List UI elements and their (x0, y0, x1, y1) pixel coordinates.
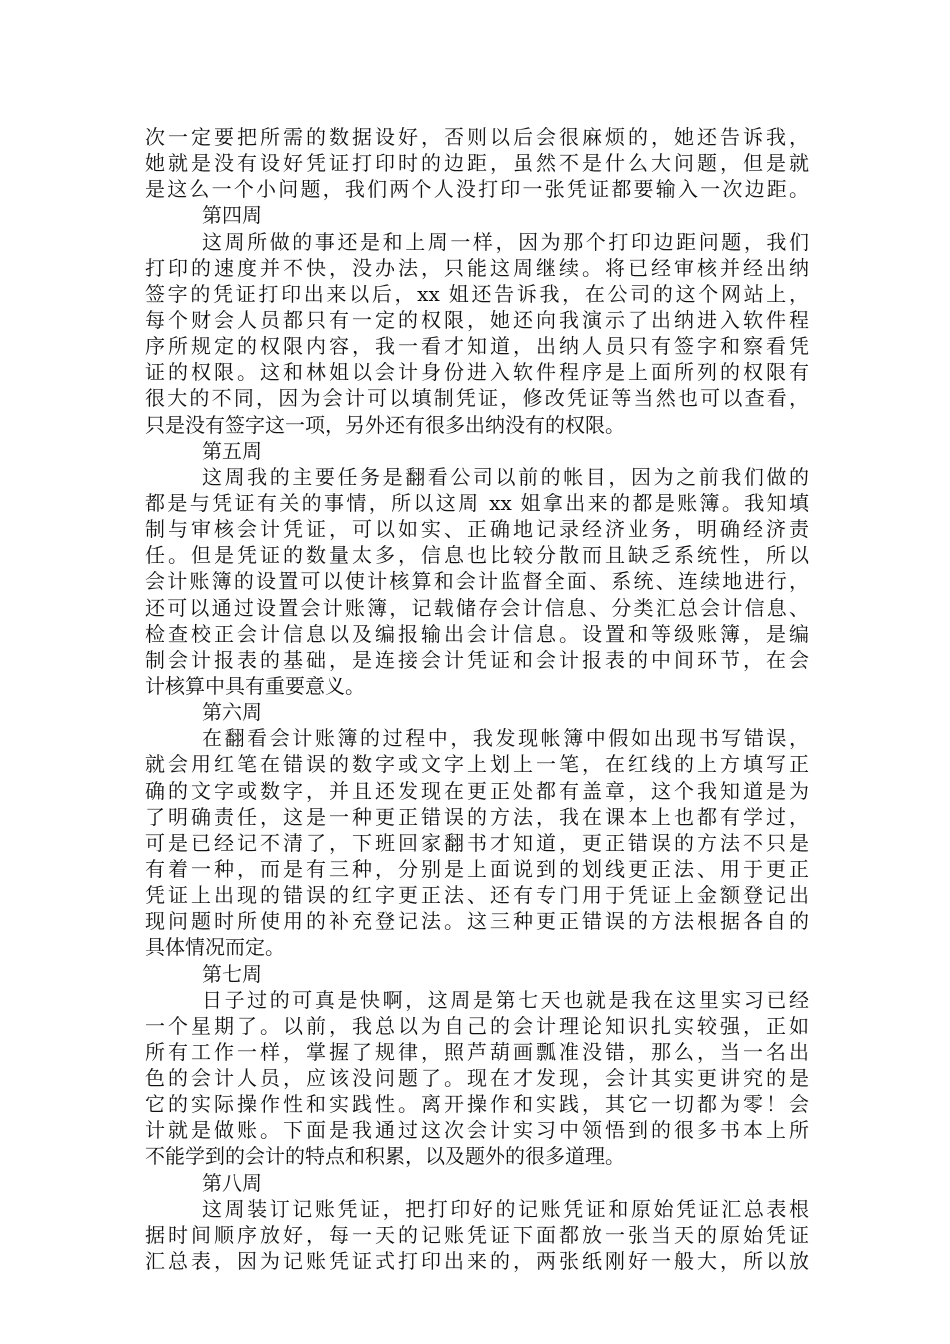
text-line: 色的会计人员，应该没问题了。现在才发现，会计其实更讲究的是 (145, 1066, 809, 1091)
text-line: 是这么一个小问题，我们两个人没打印一张凭证都要输入一次边距。 (145, 177, 809, 202)
text-line: 具体情况而定。 (145, 935, 285, 960)
text-line: 都是与凭证有关的事情，所以这周 xx 姐拿出来的都是账簿。我知填 (145, 490, 809, 515)
section-heading-week-4: 第四周 (202, 203, 262, 228)
text-line: 制与审核会计凭证，可以如实、正确地记录经济业务，明确经济责 (145, 517, 809, 542)
text-line: 一个星期了。以前，我总以为自己的会计理论知识扎实较强，正如 (145, 1013, 809, 1038)
text-line: 确的文字或数字，并且还发现在更正处都有盖章，这个我知道是为 (145, 778, 809, 803)
text-line: 汇总表，因为记账凭证式打印出来的，两张纸刚好一般大，所以放 (145, 1249, 809, 1274)
text-line: 不能学到的会计的特点和积累，以及题外的很多道理。 (145, 1144, 625, 1169)
text-line: 只是没有签字这一项，另外还有很多出纳没有的权限。 (145, 412, 625, 437)
text-line: 计核算中具有重要意义。 (145, 673, 365, 698)
text-line: 会计账簿的设置可以使计核算和会计监督全面、系统、连续地进行， (145, 569, 809, 594)
text-line: 有着一种，而是有三种，分别是上面说到的划线更正法、用于更正 (145, 856, 809, 881)
text-line: 制会计报表的基础，是连接会计凭证和会计报表的中间环节，在会 (145, 647, 809, 672)
text-line: 就会用红笔在错误的数字或文字上划上一笔，在红线的上方填写正 (145, 752, 809, 777)
text-line: 任。但是凭证的数量太多，信息也比较分散而且缺乏系统性，所以 (145, 543, 809, 568)
section-heading-week-8: 第八周 (202, 1170, 262, 1195)
text-line: 还可以通过设置会计账簿，记载储存会计信息、分类汇总会计信息、 (145, 595, 809, 620)
text-line: 现问题时所使用的补充登记法。这三种更正错误的方法根据各自的 (145, 909, 809, 934)
text-line: 很大的不同，因为会计可以填制凭证，修改凭证等当然也可以查看， (145, 386, 809, 411)
text-line: 次一定要把所需的数据设好，否则以后会很麻烦的，她还告诉我， (145, 125, 809, 149)
text-line: 打印的速度并不快，没办法，只能这周继续。将已经审核并经出纳 (145, 255, 809, 280)
document-body (145, 124, 809, 1274)
section-heading-week-6: 第六周 (202, 700, 262, 725)
text-line: 签字的凭证打印出来以后，xx 姐还告诉我，在公司的这个网站上， (145, 281, 809, 306)
text-line: 计就是做账。下面是我通过这次会计实习中领悟到的很多书本上所 (145, 1118, 809, 1143)
text-line: 每个财会人员都只有一定的权限，她还向我演示了出纳进入软件程 (145, 307, 809, 332)
text-line: 她就是没有设好凭证打印时的边距，虽然不是什么大问题，但是就 (145, 151, 809, 176)
text-line: 它的实际操作性和实践性。离开操作和实践，其它一切都为零！会 (145, 1092, 809, 1117)
text-line: 检查校正会计信息以及编报输出会计信息。设置和等级账簿，是编 (145, 621, 809, 646)
section-heading-week-7: 第七周 (202, 961, 262, 986)
text-line: 证的权限。这和林姐以会计身份进入软件程序是上面所列的权限有 (145, 360, 809, 385)
paragraph-first-line: 这周我的主要任务是翻看公司以前的帐目，因为之前我们做的 (202, 464, 809, 489)
text-line: 可是已经记不清了，下班回家翻书才知道，更正错误的方法不只是 (145, 830, 809, 855)
text-line: 凭证上出现的错误的红字更正法、还有专门用于凭证上金额登记出 (145, 883, 809, 908)
paragraph-first-line: 日子过的可真是快啊，这周是第七天也就是我在这里实习已经 (202, 987, 809, 1012)
text-line: 据时间顺序放好，每一天的记账凭证下面都放一张当天的原始凭证 (145, 1222, 809, 1247)
text-line: 了明确责任，这是一种更正错误的方法，我在课本上也都有学过， (145, 804, 809, 829)
text-line: 序所规定的权限内容，我一看才知道，出纳人员只有签字和察看凭 (145, 334, 809, 359)
paragraph-first-line: 这周所做的事还是和上周一样，因为那个打印边距问题，我们 (202, 229, 809, 254)
paragraph-first-line: 这周装订记账凭证，把打印好的记账凭证和原始凭证汇总表根 (202, 1196, 809, 1221)
section-heading-week-5: 第五周 (202, 438, 262, 463)
text-line: 所有工作一样，掌握了规律，照芦葫画瓢准没错，那么，当一名出 (145, 1039, 809, 1064)
paragraph-first-line: 在翻看会计账簿的过程中，我发现帐簿中假如出现书写错误， (202, 726, 809, 751)
